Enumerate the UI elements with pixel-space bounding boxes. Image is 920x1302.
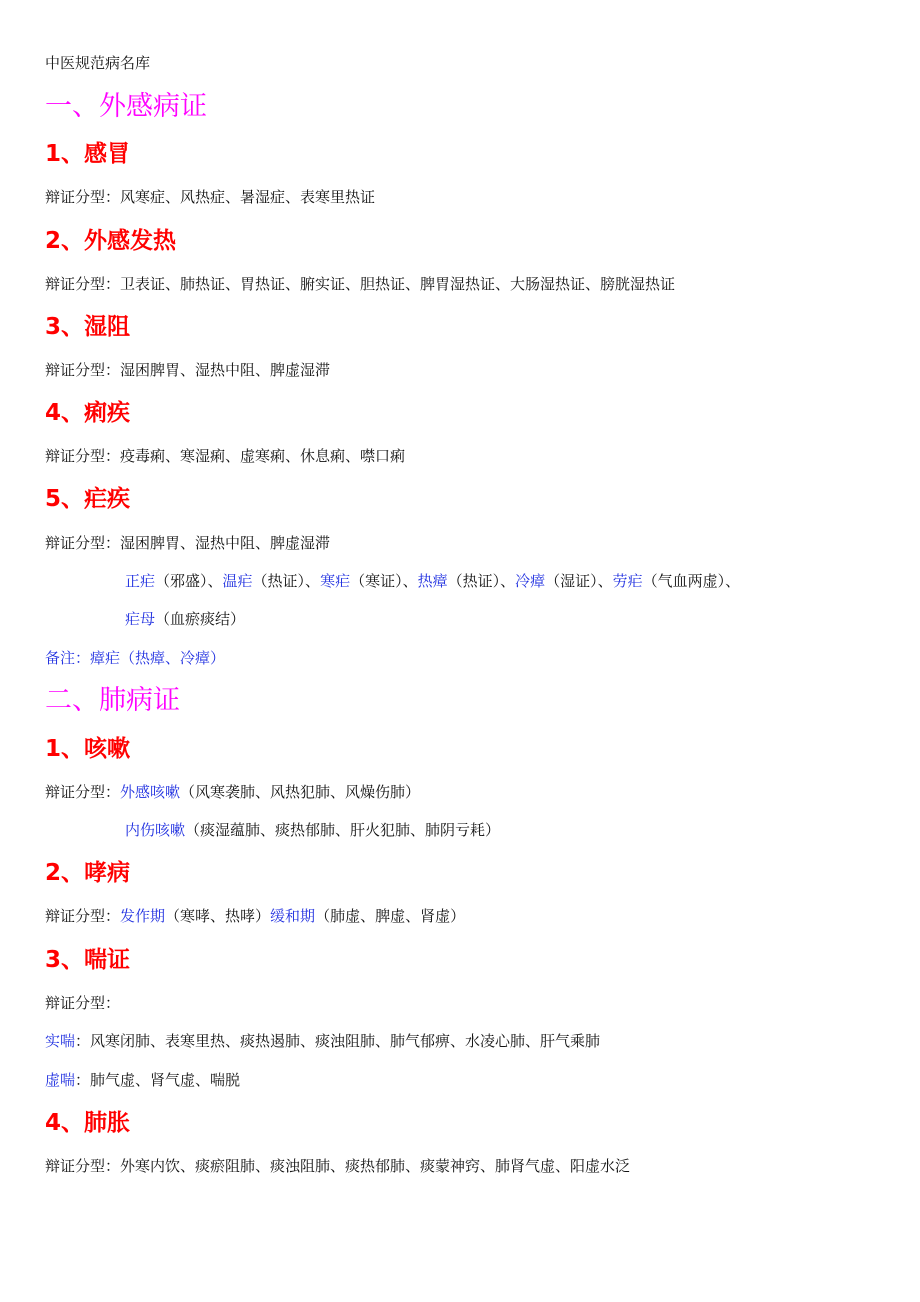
syndrome-line-cough-internal (125, 818, 500, 842)
disease-heading-dyspnea: 3、喘证 (45, 947, 131, 973)
syndrome-text: 湿困脾胃、湿热中阻、脾虚湿滞 (120, 534, 331, 552)
syndrome-line-asthma (45, 904, 465, 928)
disease-heading-malaria: 5、疟疾 (45, 486, 131, 512)
disease-heading-lung-distension: 4、肺胀 (45, 1110, 131, 1136)
malaria-type-note: （气血两虚）、 (642, 572, 741, 590)
cough-type-external: 外感咳嗽 (120, 783, 181, 801)
malaria-type-note: （寒证）、 (350, 572, 418, 590)
syndrome-prefix: 辩证分型： (45, 783, 121, 801)
syndrome-line-cough (45, 780, 420, 804)
malaria-type-name: 温疟 (222, 572, 253, 590)
syndrome-prefix: 辩证分型： (45, 534, 121, 552)
syndrome-line-damp (45, 358, 330, 382)
cough-type-internal: 内伤咳嗽 (125, 821, 186, 839)
syndrome-text: 湿困脾胃、湿热中阻、脾虚湿滞 (120, 361, 331, 379)
cough-type-external-detail: （风寒袭肺、风热犯肺、风燥伤肺） (180, 783, 421, 801)
dyspnea-type-excess-detail: ：风寒闭肺、表寒里热、痰热遏肺、痰浊阻肺、肺气郁痹、水凌心肺、肝气乘肺 (75, 1032, 601, 1050)
syndrome-line-malaria (45, 531, 330, 555)
malaria-types-line-2 (125, 607, 245, 631)
syndrome-prefix: 辩证分型： (45, 1157, 121, 1175)
malaria-type-name: 寒疟 (320, 572, 351, 590)
dyspnea-type-deficiency-detail: ：肺气虚、肾气虚、喘脱 (75, 1071, 241, 1089)
asthma-phase-attack-detail: （寒哮、热哮） (165, 907, 271, 925)
malaria-type-name: 正疟 (125, 572, 156, 590)
malaria-type-note: （湿证）、 (545, 572, 613, 590)
malaria-remark: 备注：瘴疟（热瘴、冷瘴） (45, 649, 226, 667)
dyspnea-deficiency-line (45, 1068, 240, 1092)
dyspnea-type-excess: 实喘 (45, 1032, 76, 1050)
disease-heading-dysentery: 4、痢疾 (45, 400, 131, 426)
syndrome-line-cold (45, 185, 375, 209)
syndrome-text: 风寒症、风热症、暑湿症、表寒里热证 (120, 188, 376, 206)
malaria-types-line-1 (125, 569, 740, 593)
disease-heading-asthma: 2、哮病 (45, 860, 131, 886)
section-heading-2: 二、肺病证 (45, 685, 180, 716)
syndrome-text: 卫表证、肺热证、胃热证、腑实证、胆热证、脾胃湿热证、大肠湿热证、膀胱湿热证 (120, 275, 676, 293)
syndrome-line-lung-distension (45, 1154, 630, 1178)
syndrome-prefix: 辩证分型： (45, 361, 121, 379)
malaria-type-note: （热证）、 (447, 572, 516, 590)
malaria-type-note: （热证）、 (252, 572, 321, 590)
section-heading-1: 一、外感病证 (45, 91, 207, 122)
document-title: 中医规范病名库 (45, 54, 151, 72)
syndrome-line-dysentery (45, 444, 405, 468)
asthma-phase-remission-detail: （肺虚、脾虚、肾虚） (315, 907, 466, 925)
syndrome-text: 外寒内饮、痰瘀阻肺、痰浊阻肺、痰热郁肺、痰蒙神窍、肺肾气虚、阳虚水泛 (120, 1157, 631, 1175)
malaria-type-name: 劳疟 (612, 572, 643, 590)
malaria-type-name: 热瘴 (417, 572, 448, 590)
syndrome-prefix: 辩证分型： (45, 275, 121, 293)
syndrome-prefix: 辩证分型： (45, 188, 121, 206)
asthma-phase-attack: 发作期 (120, 907, 166, 925)
malaria-type-name: 疟母 (125, 610, 156, 628)
asthma-phase-remission: 缓和期 (270, 907, 316, 925)
malaria-type-name: 冷瘴 (515, 572, 546, 590)
syndrome-prefix: 辩证分型： (45, 447, 121, 465)
syndrome-prefix: 辩证分型： (45, 994, 121, 1012)
disease-heading-damp: 3、湿阻 (45, 314, 131, 340)
disease-heading-fever: 2、外感发热 (45, 228, 177, 254)
disease-heading-cold: 1、感冒 (45, 141, 131, 167)
dyspnea-type-deficiency: 虚喘 (45, 1071, 76, 1089)
syndrome-text: 疫毒痢、寒湿痢、虚寒痢、休息痢、噤口痢 (120, 447, 406, 465)
cough-type-internal-detail: （痰湿蕴肺、痰热郁肺、肝火犯肺、肺阴亏耗） (185, 821, 501, 839)
malaria-type-note: （邪盛）、 (155, 572, 223, 590)
syndrome-line-dyspnea (45, 991, 120, 1015)
disease-heading-cough: 1、咳嗽 (45, 736, 131, 762)
dyspnea-excess-line (45, 1029, 600, 1053)
syndrome-line-fever (45, 272, 675, 296)
malaria-type-note: （血瘀痰结） (155, 610, 246, 628)
syndrome-prefix: 辩证分型： (45, 907, 121, 925)
